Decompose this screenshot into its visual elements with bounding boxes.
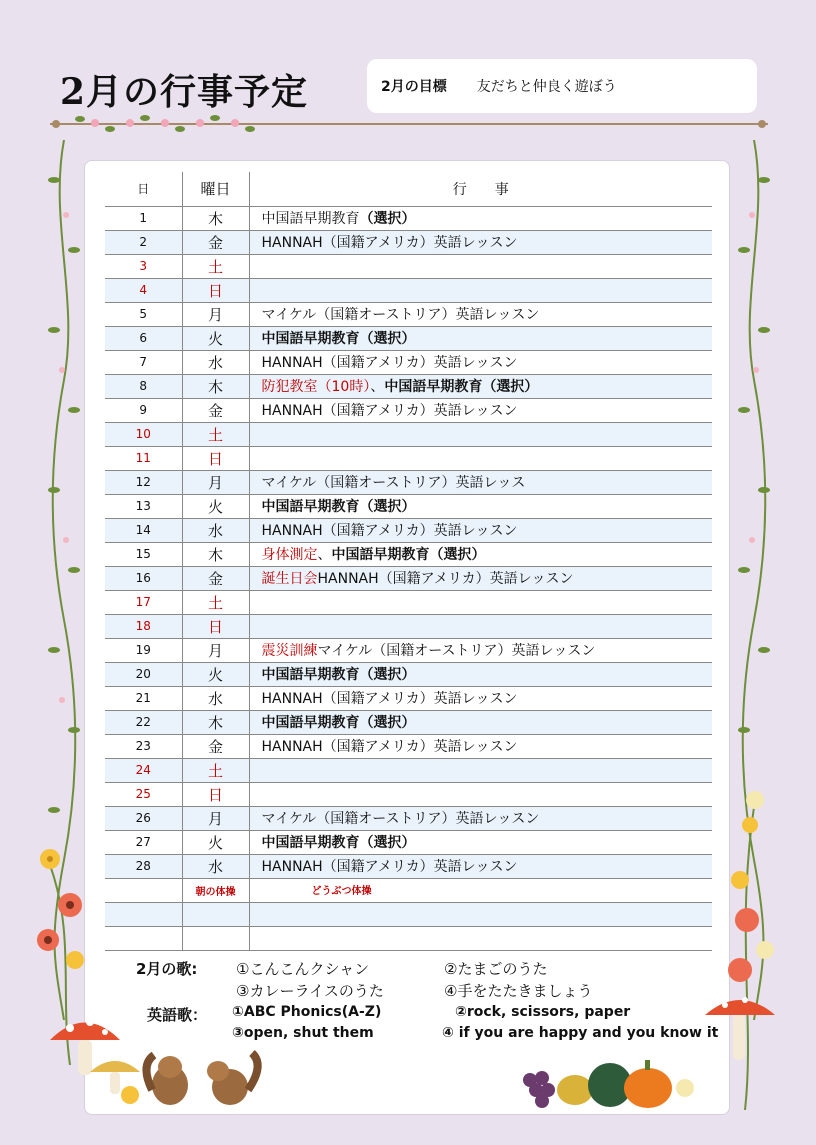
event-cell bbox=[249, 638, 712, 662]
day-cell: 4 bbox=[105, 278, 182, 302]
event-cell bbox=[249, 590, 712, 614]
event-cell bbox=[249, 374, 712, 398]
song-item: ②たまごのうた bbox=[444, 960, 548, 978]
event-cell bbox=[249, 398, 712, 422]
event-cell bbox=[249, 878, 712, 902]
weekday-cell: 土 bbox=[182, 422, 249, 446]
event-text: 中国語早期教育（選択） bbox=[261, 667, 416, 683]
event-text: 中国語早期教育（選択） bbox=[384, 379, 539, 395]
event-text: マイケル（国籍オーストリア）英語レッスン bbox=[261, 811, 540, 827]
weekday-cell: 火 bbox=[182, 494, 249, 518]
day-cell: 10 bbox=[105, 422, 182, 446]
event-cell bbox=[249, 494, 712, 518]
event-cell bbox=[249, 662, 712, 686]
pumpkins-grapes-illustration bbox=[520, 1050, 720, 1110]
weekday-cell: 日 bbox=[182, 782, 249, 806]
event-cell bbox=[249, 446, 712, 470]
day-cell: 5 bbox=[105, 302, 182, 326]
event-text: HANNAH（国籍アメリカ）英語レッスン bbox=[317, 571, 574, 587]
event-cell bbox=[249, 614, 712, 638]
day-cell: 6 bbox=[105, 326, 182, 350]
song-item: ④手をたたきましょう bbox=[444, 982, 593, 1000]
table-row bbox=[105, 758, 712, 782]
notes-row bbox=[105, 878, 712, 902]
table-row bbox=[105, 710, 712, 734]
day-cell: 15 bbox=[105, 542, 182, 566]
table-row bbox=[105, 902, 712, 926]
goal-text: 友だちと仲良く遊ぼう bbox=[476, 79, 617, 95]
weekday-cell: 月 bbox=[182, 806, 249, 830]
weekday-cell: 土 bbox=[182, 758, 249, 782]
weekday-cell: 日 bbox=[182, 614, 249, 638]
morning-exercise-note: 朝の体操 bbox=[195, 887, 236, 898]
event-cell bbox=[249, 422, 712, 446]
event-text: HANNAH（国籍アメリカ）英語レッスン bbox=[261, 523, 518, 539]
english-song-item: ②rock, scissors, paper bbox=[455, 1004, 631, 1020]
weekday-cell: 水 bbox=[182, 854, 249, 878]
table-row bbox=[105, 854, 712, 878]
song-item: ③カレーライスのうた bbox=[236, 982, 384, 1000]
table-row bbox=[105, 422, 712, 446]
table-row bbox=[105, 590, 712, 614]
day-cell: 9 bbox=[105, 398, 182, 422]
day-cell: 20 bbox=[105, 662, 182, 686]
event-cell bbox=[249, 542, 712, 566]
event-text: HANNAH（国籍アメリカ）英語レッスン bbox=[261, 691, 518, 707]
mushroom-left-illustration bbox=[40, 1000, 150, 1110]
weekday-cell: 月 bbox=[182, 638, 249, 662]
weekday-cell bbox=[182, 926, 249, 950]
english-song-item: ①ABC Phonics(A-Z) bbox=[232, 1004, 382, 1020]
weekday-cell: 日 bbox=[182, 278, 249, 302]
header-events: 行 事 bbox=[249, 172, 712, 206]
weekday-cell: 月 bbox=[182, 470, 249, 494]
table-row bbox=[105, 542, 712, 566]
songs-label: 2月の歌: bbox=[136, 960, 198, 978]
weekday-cell: 金 bbox=[182, 230, 249, 254]
day-cell: 3 bbox=[105, 254, 182, 278]
table-row bbox=[105, 566, 712, 590]
table-row bbox=[105, 686, 712, 710]
table-row bbox=[105, 278, 712, 302]
table-row bbox=[105, 494, 712, 518]
event-cell bbox=[249, 302, 712, 326]
weekday-cell: 木 bbox=[182, 206, 249, 230]
day-cell: 7 bbox=[105, 350, 182, 374]
event-cell bbox=[249, 686, 712, 710]
event-text: 中国語早期教育（選択） bbox=[261, 835, 416, 851]
event-cell bbox=[249, 926, 712, 950]
weekday-cell: 木 bbox=[182, 710, 249, 734]
table-row bbox=[105, 614, 712, 638]
weekday-cell: 水 bbox=[182, 686, 249, 710]
animal-exercise-note: どうぶつ体操 bbox=[311, 886, 372, 897]
event-text: 中国語早期教育（選択） bbox=[261, 715, 416, 731]
english-song-item: ③open, shut them bbox=[232, 1025, 374, 1041]
weekday-cell: 月 bbox=[182, 302, 249, 326]
weekday-cell: 火 bbox=[182, 326, 249, 350]
chipmunk-illustration bbox=[140, 1045, 270, 1110]
weekday-cell: 水 bbox=[182, 350, 249, 374]
table-row bbox=[105, 302, 712, 326]
goal-label: 2月の目標 bbox=[381, 79, 447, 95]
song-item: ①こんこんクシャン bbox=[236, 960, 370, 978]
day-cell: 12 bbox=[105, 470, 182, 494]
table-row bbox=[105, 206, 712, 230]
weekday-cell: 木 bbox=[182, 374, 249, 398]
day-cell: 23 bbox=[105, 734, 182, 758]
event-cell bbox=[249, 734, 712, 758]
event-text: 、 bbox=[370, 379, 385, 395]
table-row bbox=[105, 662, 712, 686]
day-cell: 21 bbox=[105, 686, 182, 710]
event-text: 身体測定 bbox=[261, 547, 318, 563]
table-row bbox=[105, 470, 712, 494]
event-text: HANNAH（国籍アメリカ）英語レッスン bbox=[261, 403, 518, 419]
weekday-cell: 水 bbox=[182, 518, 249, 542]
event-text: 誕生日会 bbox=[261, 571, 318, 587]
header-day: 日 bbox=[105, 172, 182, 206]
event-cell bbox=[249, 278, 712, 302]
event-text: 、 bbox=[317, 547, 332, 563]
table-row bbox=[105, 782, 712, 806]
event-cell bbox=[249, 254, 712, 278]
day-cell: 13 bbox=[105, 494, 182, 518]
event-text: HANNAH（国籍アメリカ）英語レッスン bbox=[261, 739, 518, 755]
event-text: 中国語早期教育（選択） bbox=[331, 547, 486, 563]
day-cell: 28 bbox=[105, 854, 182, 878]
weekday-cell: 金 bbox=[182, 398, 249, 422]
event-cell bbox=[249, 806, 712, 830]
monthly-goal-box bbox=[367, 59, 757, 113]
event-text: HANNAH（国籍アメリカ）英語レッスン bbox=[261, 355, 518, 371]
flower-vine-top-decoration bbox=[50, 110, 768, 138]
event-cell bbox=[249, 230, 712, 254]
event-text: 震災訓練 bbox=[261, 643, 318, 659]
event-cell bbox=[249, 206, 712, 230]
weekday-cell: 木 bbox=[182, 542, 249, 566]
weekday-cell: 土 bbox=[182, 590, 249, 614]
event-cell bbox=[249, 326, 712, 350]
table-row bbox=[105, 806, 712, 830]
event-text: 中国語早期教育 bbox=[261, 211, 360, 227]
event-cell bbox=[249, 758, 712, 782]
day-cell: 16 bbox=[105, 566, 182, 590]
event-cell bbox=[249, 854, 712, 878]
table-header-row bbox=[105, 172, 712, 206]
table-row bbox=[105, 638, 712, 662]
table-row bbox=[105, 446, 712, 470]
event-text: 防犯教室（10時） bbox=[261, 379, 371, 395]
day-cell: 25 bbox=[105, 782, 182, 806]
table-row bbox=[105, 734, 712, 758]
event-text: 中国語早期教育（選択） bbox=[261, 499, 416, 515]
event-cell bbox=[249, 566, 712, 590]
day-cell: 18 bbox=[105, 614, 182, 638]
day-cell: 11 bbox=[105, 446, 182, 470]
weekday-cell: 火 bbox=[182, 662, 249, 686]
weekday-cell: 金 bbox=[182, 734, 249, 758]
table-row bbox=[105, 830, 712, 854]
weekday-cell: 金 bbox=[182, 566, 249, 590]
day-cell: 8 bbox=[105, 374, 182, 398]
english-songs-label: 英語歌： bbox=[147, 1006, 208, 1024]
table-row bbox=[105, 350, 712, 374]
event-text: マイケル（国籍オーストリア）英語レッスン bbox=[261, 307, 540, 323]
event-cell bbox=[249, 350, 712, 374]
event-cell bbox=[249, 518, 712, 542]
table-row bbox=[105, 398, 712, 422]
event-cell bbox=[249, 470, 712, 494]
table-row bbox=[105, 374, 712, 398]
day-cell: 14 bbox=[105, 518, 182, 542]
table-row bbox=[105, 518, 712, 542]
english-song-item: ④ if you are happy and you know it bbox=[442, 1025, 719, 1041]
event-cell bbox=[249, 902, 712, 926]
event-text: HANNAH（国籍アメリカ）英語レッスン bbox=[261, 859, 518, 875]
weekday-cell: 火 bbox=[182, 830, 249, 854]
table-row bbox=[105, 926, 712, 950]
day-cell: 1 bbox=[105, 206, 182, 230]
weekday-cell bbox=[182, 878, 249, 902]
day-cell: 27 bbox=[105, 830, 182, 854]
event-text: HANNAH（国籍アメリカ）英語レッスン bbox=[261, 235, 518, 251]
table-row bbox=[105, 230, 712, 254]
event-text: マイケル（国籍オーストリア）英語レッス bbox=[261, 475, 526, 491]
weekday-cell: 土 bbox=[182, 254, 249, 278]
weekday-cell: 日 bbox=[182, 446, 249, 470]
event-cell bbox=[249, 782, 712, 806]
event-text: （選択） bbox=[359, 211, 416, 227]
page-title: 2月の行事予定 bbox=[60, 71, 309, 113]
day-cell: 24 bbox=[105, 758, 182, 782]
day-cell: 17 bbox=[105, 590, 182, 614]
weekday-cell bbox=[182, 902, 249, 926]
schedule-body bbox=[105, 206, 712, 950]
day-cell: 19 bbox=[105, 638, 182, 662]
header-weekday: 曜日 bbox=[182, 172, 249, 206]
event-text: マイケル（国籍オーストリア）英語レッスン bbox=[317, 643, 596, 659]
table-row bbox=[105, 254, 712, 278]
day-cell: 22 bbox=[105, 710, 182, 734]
table-row bbox=[105, 326, 712, 350]
event-text: 中国語早期教育（選択） bbox=[261, 331, 416, 347]
day-cell: 26 bbox=[105, 806, 182, 830]
poppy-flowers-right-illustration bbox=[695, 780, 785, 1110]
event-cell bbox=[249, 830, 712, 854]
event-schedule-table bbox=[105, 172, 712, 951]
event-cell bbox=[249, 710, 712, 734]
day-cell: 2 bbox=[105, 230, 182, 254]
